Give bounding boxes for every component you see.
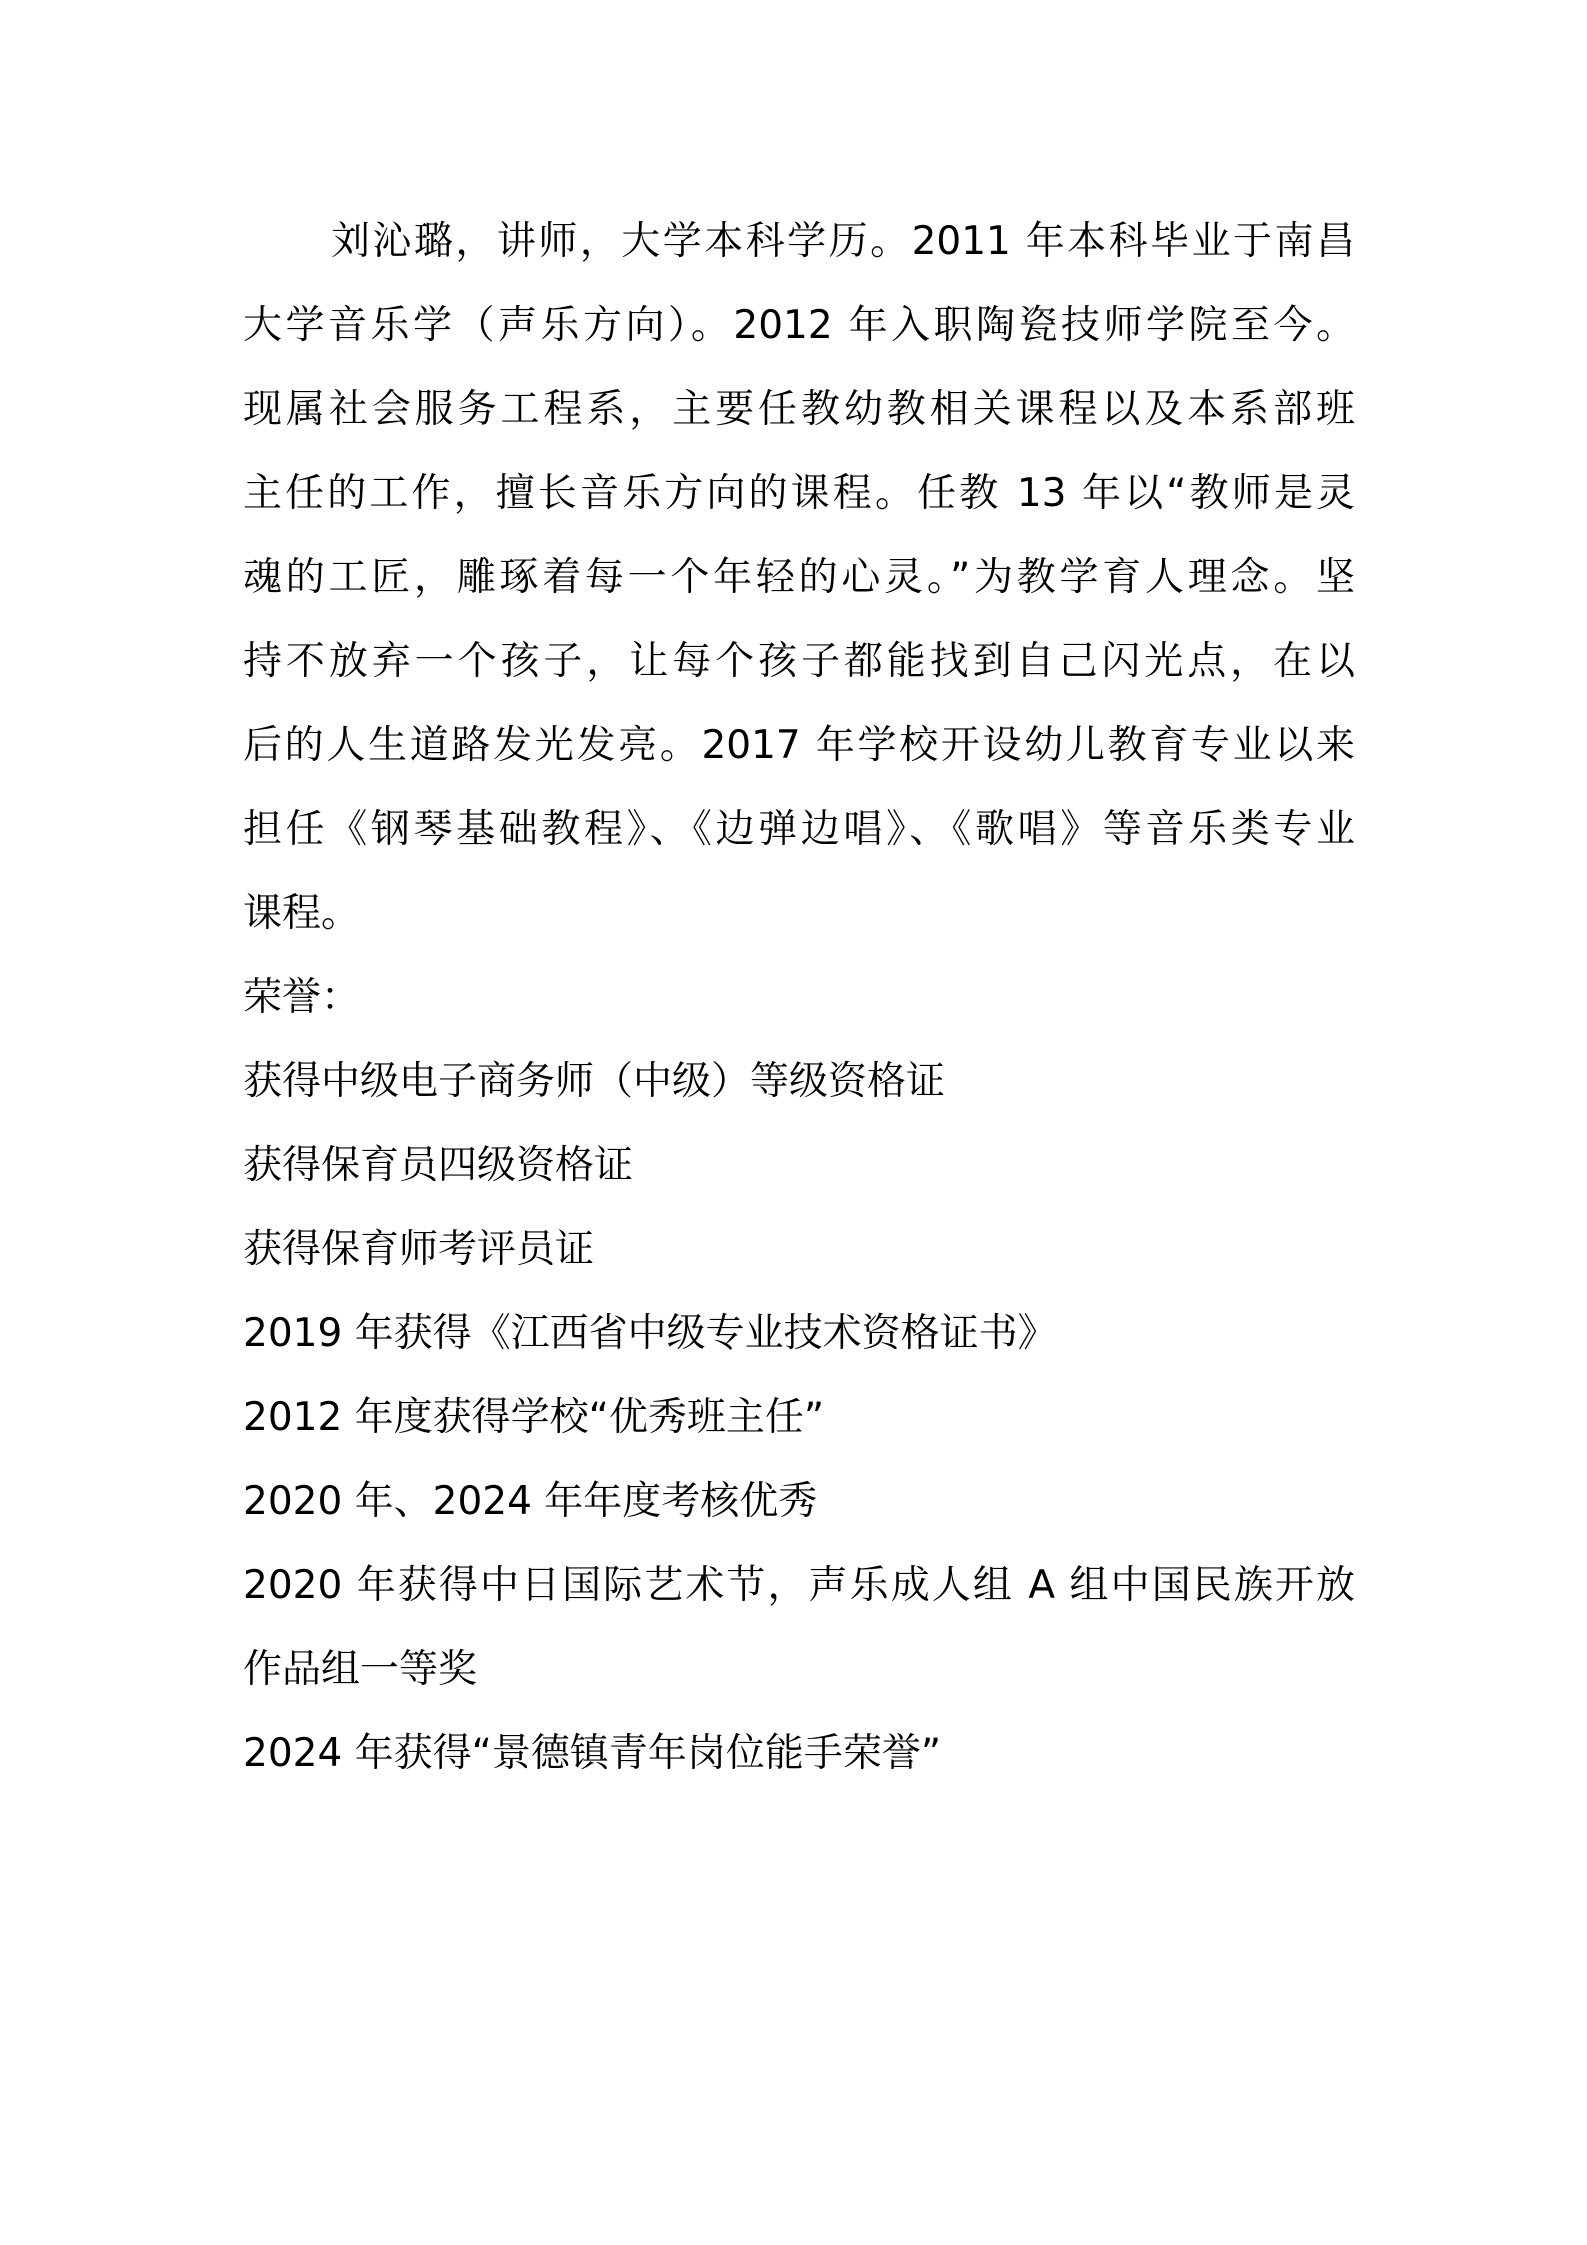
honor-item: 2020 年获得中日国际艺术节，声乐成人组 A 组中国民族开放 <box>243 1563 1355 1608</box>
bio-line: 主任的工作，擅长音乐方向的课程。任教 13 年以“教师是灵 <box>243 471 1355 516</box>
bio-line: 后的人生道路发光发亮。2017 年学校开设幼儿教育专业以来 <box>243 723 1355 768</box>
bio-line: 担任《钢琴基础教程》、《边弹边唱》、《歌唱》等音乐类专业 <box>243 807 1355 852</box>
bio-line: 魂的工匠，雕琢着每一个年轻的心灵。”为教学育人理念。坚 <box>243 555 1355 600</box>
honors-heading: 荣誉： <box>243 975 361 1020</box>
honor-item: 2019 年获得《江西省中级专业技术资格证书》 <box>243 1311 1057 1356</box>
honor-item: 获得保育师考评员证 <box>243 1227 595 1272</box>
honor-item: 2024 年获得“景德镇青年岗位能手荣誉” <box>243 1731 942 1776</box>
bio-line: 课程。 <box>243 891 361 936</box>
document-body <box>243 200 1355 1796</box>
bio-line: 刘沁璐，讲师，大学本科学历。2011 年本科毕业于南昌 <box>331 219 1355 264</box>
bio-line: 现属社会服务工程系，主要任教幼教相关课程以及本系部班 <box>243 387 1355 432</box>
honor-item: 获得中级电子商务师（中级）等级资格证 <box>243 1059 946 1104</box>
bio-paragraph <box>243 200 1355 956</box>
bio-line: 大学音乐学（声乐方向）。2012 年入职陶瓷技师学院至今。 <box>243 303 1355 348</box>
honor-item: 2012 年度获得学校“优秀班主任” <box>243 1395 825 1440</box>
honors-section <box>243 956 1355 1796</box>
bio-line: 持不放弃一个孩子，让每个孩子都能找到自己闪光点，在以 <box>243 639 1355 684</box>
honor-item: 获得保育员四级资格证 <box>243 1143 634 1188</box>
honor-item: 2020 年、2024 年年度考核优秀 <box>243 1479 818 1524</box>
honor-item: 作品组一等奖 <box>243 1647 478 1692</box>
